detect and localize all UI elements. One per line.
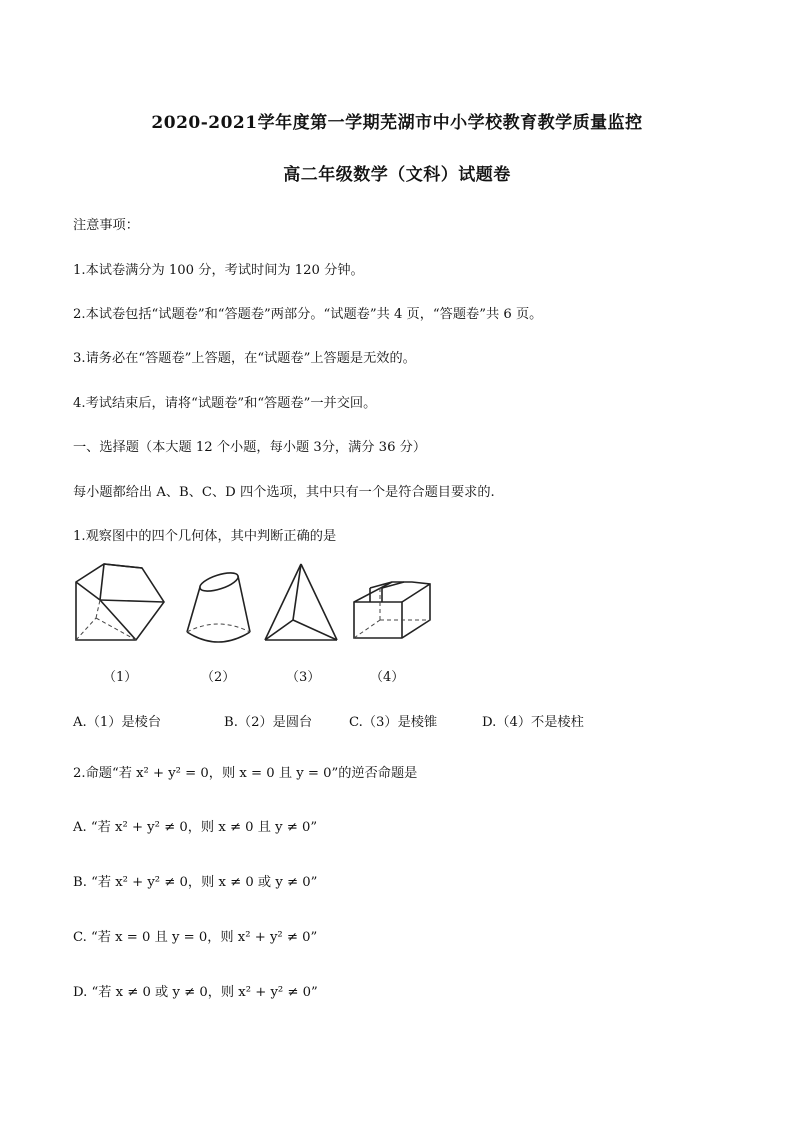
page-title: 2020-2021学年度第一学期芜湖市中小学校教育教学质量监控 bbox=[151, 113, 643, 133]
q1-figures bbox=[0, 560, 794, 650]
q2-option-d: D. “若 x ≠ 0 或 y ≠ 0，则 x² + y² ≠ 0” bbox=[73, 985, 318, 1000]
q1-option-a: A.（1）是棱台 bbox=[73, 715, 162, 730]
q2-option-a: A. “若 x² + y² ≠ 0，则 x ≠ 0 且 y ≠ 0” bbox=[73, 820, 318, 835]
q1-option-b: B.（2）是圆台 bbox=[224, 715, 313, 730]
note-item-2: 2.本试卷包括“试题卷”和“答题卷”两部分。“试题卷”共 4 页，“答题卷”共 6 页。 bbox=[73, 307, 543, 322]
note-item-1: 1.本试卷满分为 100 分，考试时间为 120 分钟。 bbox=[73, 263, 364, 278]
figure-label-1: （1） bbox=[103, 670, 138, 685]
q1-option-c: C.（3）是棱锥 bbox=[349, 715, 438, 730]
section-instruction: 每小题都给出 A、B、C、D 四个选项，其中只有一个是符合题目要求的. bbox=[73, 485, 495, 500]
figure-3-solid bbox=[263, 560, 339, 644]
question-2-stem: 2.命题“若 x² + y² = 0，则 x = 0 且 y = 0”的逆否命题是 bbox=[73, 766, 418, 781]
q2-option-b: B. “若 x² + y² ≠ 0，则 x ≠ 0 或 y ≠ 0” bbox=[73, 875, 318, 890]
note-item-4: 4.考试结束后，请将“试题卷”和“答题卷”一并交回。 bbox=[73, 396, 377, 411]
section-heading: 一、选择题（本大题 12 个小题，每小题 3分，满分 36 分） bbox=[73, 440, 427, 455]
q2-option-c: C. “若 x = 0 且 y = 0，则 x² + y² ≠ 0” bbox=[73, 930, 318, 945]
notes-heading: 注意事项： bbox=[73, 218, 139, 233]
figure-label-3: （3） bbox=[286, 670, 321, 685]
figure-1-solid bbox=[74, 560, 166, 644]
figure-label-4: （4） bbox=[370, 670, 405, 685]
figure-2-solid bbox=[185, 560, 255, 644]
figure-label-2: （2） bbox=[201, 670, 236, 685]
question-1-stem: 1.观察图中的四个几何体，其中判断正确的是 bbox=[73, 529, 337, 544]
figure-4-solid bbox=[352, 560, 432, 644]
page-subtitle: 高二年级数学（文科）试题卷 bbox=[283, 165, 511, 185]
note-item-3: 3.请务必在“答题卷”上答题，在“试题卷”上答题是无效的。 bbox=[73, 351, 416, 366]
q1-option-d: D.（4）不是棱柱 bbox=[482, 715, 584, 730]
